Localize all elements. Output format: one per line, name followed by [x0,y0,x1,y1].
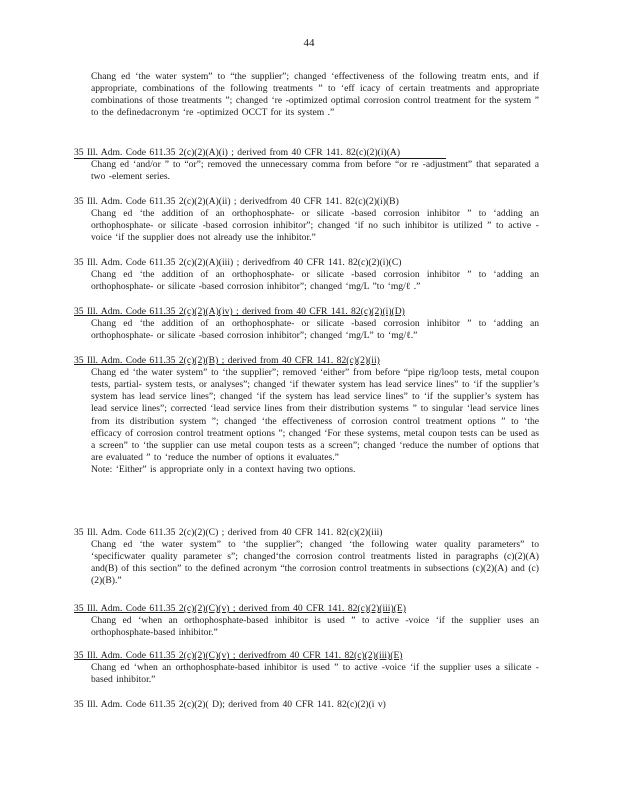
entry-body: Chang ed ‘when an orthophosphate-based inhibitor is used ” to active -voice ‘if the supplier uses a silicate -based inhibitor.” [91,662,539,686]
entry-body: Chang ed ‘and/or ” to “or”; removed the unnecessary comma from before “or re -adjustment” that separated a two -element series. [91,159,539,183]
entry-body: Chang ed ‘the water system” to ‘the supplier”; removed ‘either” from before “pipe rig/loop tests, metal coupon tests, partial- system tests, or analyses”; changed ‘if thewater system has lead service lines” to ‘if the supplier’s system has lead service lines”; changed ‘if the system has lead service lines” to ‘if the supplier’s system has lead service lines”; corrected ‘lead service lines from their distribution systems ” to singular ‘lead service lines from its distribution system ”; changed ‘the effectiveness of corrosion control treatment options ” to ‘the efficacy of corrosion control treatment options ”; changed ‘For these systems, metal coupon tests can be used as a screen” to ‘the supplier can use metal coupon tests as a screen”; changed ‘reduce the number of options that are evaluated ” to ‘reduce the number of options it evaluates.” [91,367,539,463]
entry-body: Chang ed ‘the addition of an orthophosphate- or silicate -based corrosion inhibitor ” to ‘adding an orthophosphate- or silicate -based corrosion inhibitor”; changed ‘mg/L ”to ‘mg/ℓ .” [91,269,539,293]
page-number: 44 [303,37,315,49]
amendment-entry [74,257,539,293]
amendment-entry [74,306,539,342]
entry-body: Chang ed ‘when an orthophosphate-based inhibitor is used ” to active -voice ‘if the supplier uses an orthophosphate-based inhibitor.” [91,615,539,639]
citation: 35 Ill. Adm. Code 611.35 2(c)(2)(C)(v) ; derived from 40 CFR 141. 82(c)(2)(iii)(E) [74,603,406,614]
citation-rule [74,158,446,159]
amendment-entry [74,355,539,476]
intro-paragraph: Chang ed ‘the water system” to “the supplier”; changed ‘effectiveness of the following treatm ents, and if appropriate, combinations of the following treatments ” to ‘eff icacy of certain treatments and appropriate combinations of those treatments ”; changed ‘re -optimized optimal corrosion control treatment for the system ” to the definedacronym ‘re -optimized OCCT for its system .” [91,71,539,119]
entry-body: Chang ed ‘the water system” to ‘the supplier”; changed ‘the following water quality parameters” to ‘specificwater quality parameter s”; changed‘the corrosion control treatments listed in paragraphs (c)(2)(A) and(B) of this section” to the defined acronym “the corrosion control treatments in subsections (c)(2)(A) and (c)(2)(B).” [91,539,539,587]
entry-body: Chang ed ‘the addition of an orthophosphate- or silicate -based corrosion inhibitor ” to ‘adding an orthophosphate- or silicate -based corrosion inhibitor”; changed ‘mg/L” to ‘mg/ℓ.” [91,318,539,342]
citation: 35 Ill. Adm. Code 611.35 2(c)(2)(A)(ii) ; derivedfrom 40 CFR 141. 82(c)(2)(i)(B) [74,196,399,207]
citation: 35 Ill. Adm. Code 611.35 2(c)(2)(A)(iii) ; derivedfrom 40 CFR 141. 82(c)(2)(i)(C) [74,257,402,268]
amendment-entry [74,650,539,686]
citation: 35 Ill. Adm. Code 611.35 2(c)(2)(A)(i) ; derived from 40 CFR 141. 82(c)(2)(i)(A) [74,147,401,158]
amendment-entry [74,147,539,183]
citation: 35 Ill. Adm. Code 611.35 2(c)(2)(A)(iv) ; derived from 40 CFR 141. 82(c)(2)(i)(D) [74,306,405,317]
amendment-entry [74,603,539,639]
citation: 35 Ill. Adm. Code 611.35 2(c)(2)(C) ; derived from 40 CFR 141. 82(c)(2)(iii) [74,527,383,538]
citation: 35 Ill. Adm. Code 611.35 2(c)(2)(C)(v) ; derivedfrom 40 CFR 141. 82(c)(2)(iii)(E) [74,650,403,661]
amendment-entry [74,699,539,711]
entry-note: Note: ‘Either” is appropriate only in a context having two options. [91,463,356,475]
amendment-entry [74,527,539,588]
citation: 35 Ill. Adm. Code 611.35 2(c)(2)(B) ; derived from 40 CFR 141. 82(c)(2)(ii) [74,355,380,366]
entry-body: Chang ed ‘the addition of an orthophosphate- or silicate -based corrosion inhibitor ” to ‘adding an orthophosphate- or silicate -based corrosion inhibitor”; changed ‘if no such inhibitor is utilized ” to active -voice ‘if the supplier does not already use the inhibitor.” [91,208,539,244]
citation: 35 Ill. Adm. Code 611.35 2(c)(2)( D); derived from 40 CFR 141. 82(c)(2)(i v) [74,699,386,710]
amendment-entry [74,196,539,244]
